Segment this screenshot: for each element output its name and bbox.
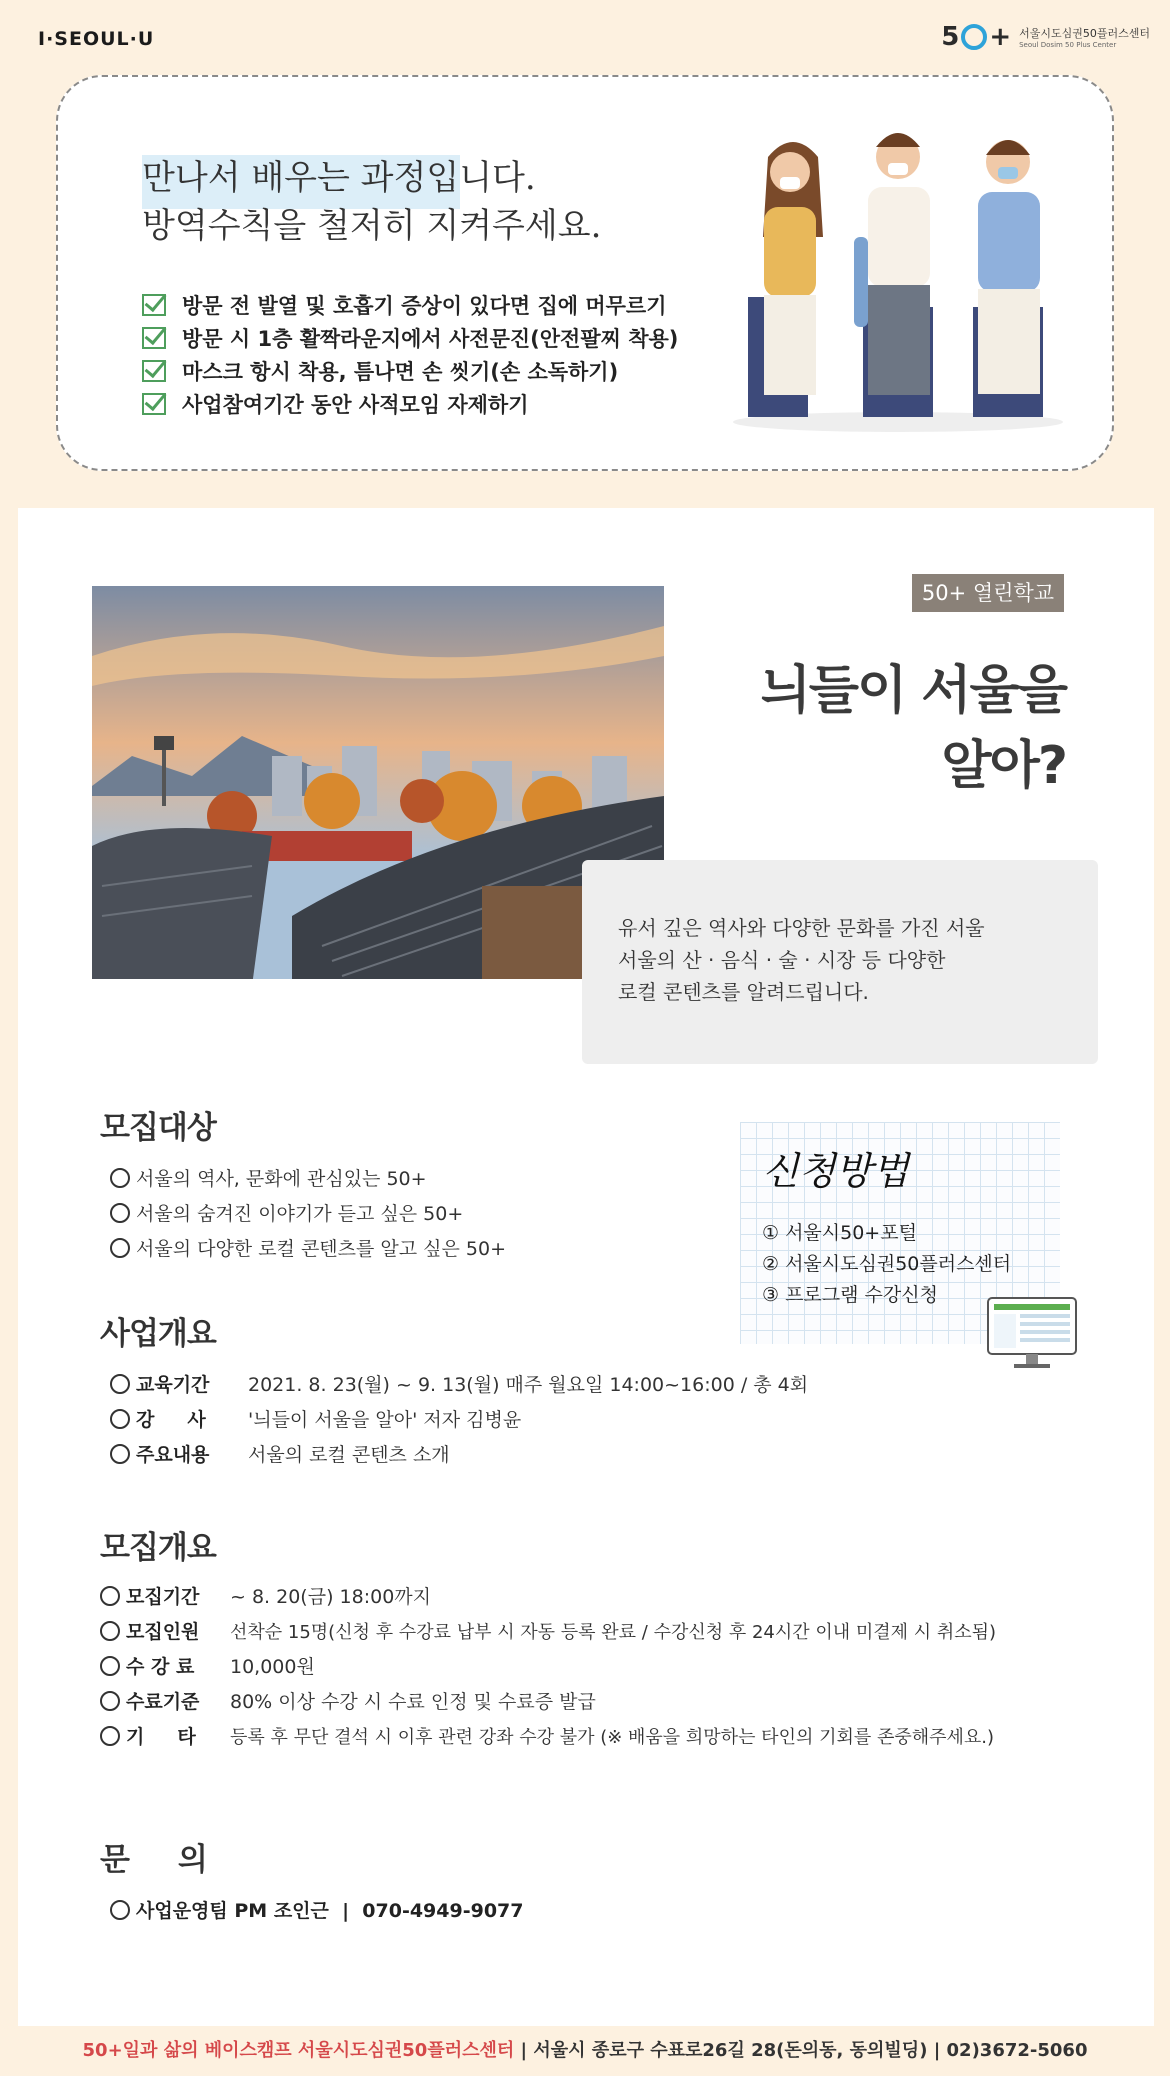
circle-bullet-icon [100,1621,120,1641]
quarantine-notice-card [56,75,1114,471]
center-logo-plus: + [989,22,1012,52]
list-item: 수료기준 80% 이상 수강 시 수료 인정 및 수료증 발급 [100,1683,996,1718]
program-description-box: 유서 깊은 역사와 다양한 문화를 가진 서울 서울의 산 · 음식 · 술 · 시장 등 다양한 로컬 콘텐츠를 알려드립니다. [582,860,1098,1064]
contact-section-title: 문 의 [100,1842,207,1878]
center-logo [941,22,1150,52]
center-name-en: Seoul Dosim 50 Plus Center [1019,41,1117,49]
monitor-icon [986,1296,1078,1370]
list-item: 방문 시 1층 활짝라운지에서 사전문진(안전팔찌 착용) [142,321,678,354]
list-item: 수 강 료 10,000원 [100,1648,996,1683]
circle-bullet-icon [100,1726,120,1746]
seoul-hanok-skyline-photo [92,586,664,979]
circle-bullet-icon [100,1691,120,1711]
circle-bullet-icon [100,1586,120,1606]
circle-bullet-icon [110,1168,130,1188]
list-item: 모집기간 ~ 8. 20(금) 18:00까지 [100,1578,996,1613]
recruit-list [100,1578,996,1753]
checkbox-icon [142,327,166,349]
circle-bullet-icon [110,1444,130,1464]
page-footer [0,2026,1170,2076]
list-item: ③ 프로그램 수강신청 [762,1284,938,1306]
overview-list [110,1366,808,1471]
target-section-title: 모집대상 [100,1110,216,1146]
recruit-section-title: 모집개요 [100,1530,216,1566]
circle-bullet-icon [110,1238,130,1258]
circle-bullet-icon [100,1656,120,1676]
list-item: 방문 전 발열 및 호흡기 증상이 있다면 집에 머무르기 [142,288,678,321]
iseoulu-logo: I·SEOUL·U [38,28,155,50]
program-title: 늬들이 서울을 알아? [760,661,1066,797]
center-logo-number: 5 [941,22,960,52]
list-item: 강 사 '늬들이 서울을 알아' 저자 김병윤 [110,1401,808,1436]
target-list [110,1160,506,1265]
program-info-panel [18,508,1154,2026]
footer-slogan: 50+일과 삶의 베이스캠프 서울시도심권50플러스센터 [82,2040,515,2061]
apply-method-title: 신청방법 [762,1149,909,1193]
list-item: 기 타 등록 후 무단 결석 시 이후 관련 강좌 수강 불가 (※ 배움을 희망하는 타인의 기회를 존중해주세요.) [100,1718,996,1753]
list-item [110,1892,524,1927]
masked-people-illustration [728,117,1068,437]
list-item: 교육기간 2021. 8. 23(월) ~ 9. 13(월) 매주 월요일 14:00~16:00 / 총 4회 [110,1366,808,1401]
apply-steps-list [762,1218,1011,1311]
center-logo-ring-icon [961,24,987,50]
list-item: 모집인원 선착순 15명(신청 후 수강료 납부 시 자동 등록 완료 / 수강신청 후 24시간 이내 미결제 시 취소됨) [100,1613,996,1648]
list-item: 서울의 역사, 문화에 관심있는 50+ [110,1160,506,1195]
circle-bullet-icon [110,1900,130,1920]
checkbox-icon [142,393,166,415]
list-item: ② 서울시도심권50플러스센터 [762,1253,1012,1275]
list-item: 사업참여기간 동안 사적모임 자제하기 [142,387,678,420]
page-header [0,0,1170,80]
checkbox-icon [142,294,166,316]
list-item: 서울의 다양한 로컬 콘텐츠를 알고 싶은 50+ [110,1230,506,1265]
center-name: 서울시도심권50플러스센터 [1019,27,1150,40]
list-item: 서울의 숨겨진 이야기가 듣고 싶은 50+ [110,1195,506,1230]
circle-bullet-icon [110,1374,130,1394]
list-item: ① 서울시50+포털 [762,1222,917,1244]
circle-bullet-icon [110,1203,130,1223]
footer-address: | 서울시 종로구 수표로26길 28(돈의동, 동의빌딩) | 02)3672-5060 [514,2040,1088,2061]
program-category-badge: 50+ 열린학교 [912,574,1064,612]
contact-info: 사업운영팀 PM 조인근 | 070-4949-9077 [136,1900,524,1922]
circle-bullet-icon [110,1409,130,1429]
quarantine-rules-list [142,288,678,420]
list-item: 마스크 항시 착용, 틈나면 손 씻기(손 소독하기) [142,354,678,387]
checkbox-icon [142,360,166,382]
contact-list [110,1892,524,1927]
notice-headline: 만나서 배우는 과정입니다. 방역수칙을 철저히 지켜주세요. [142,158,602,246]
list-item: 주요내용 서울의 로컬 콘텐츠 소개 [110,1436,808,1471]
overview-section-title: 사업개요 [100,1316,216,1352]
